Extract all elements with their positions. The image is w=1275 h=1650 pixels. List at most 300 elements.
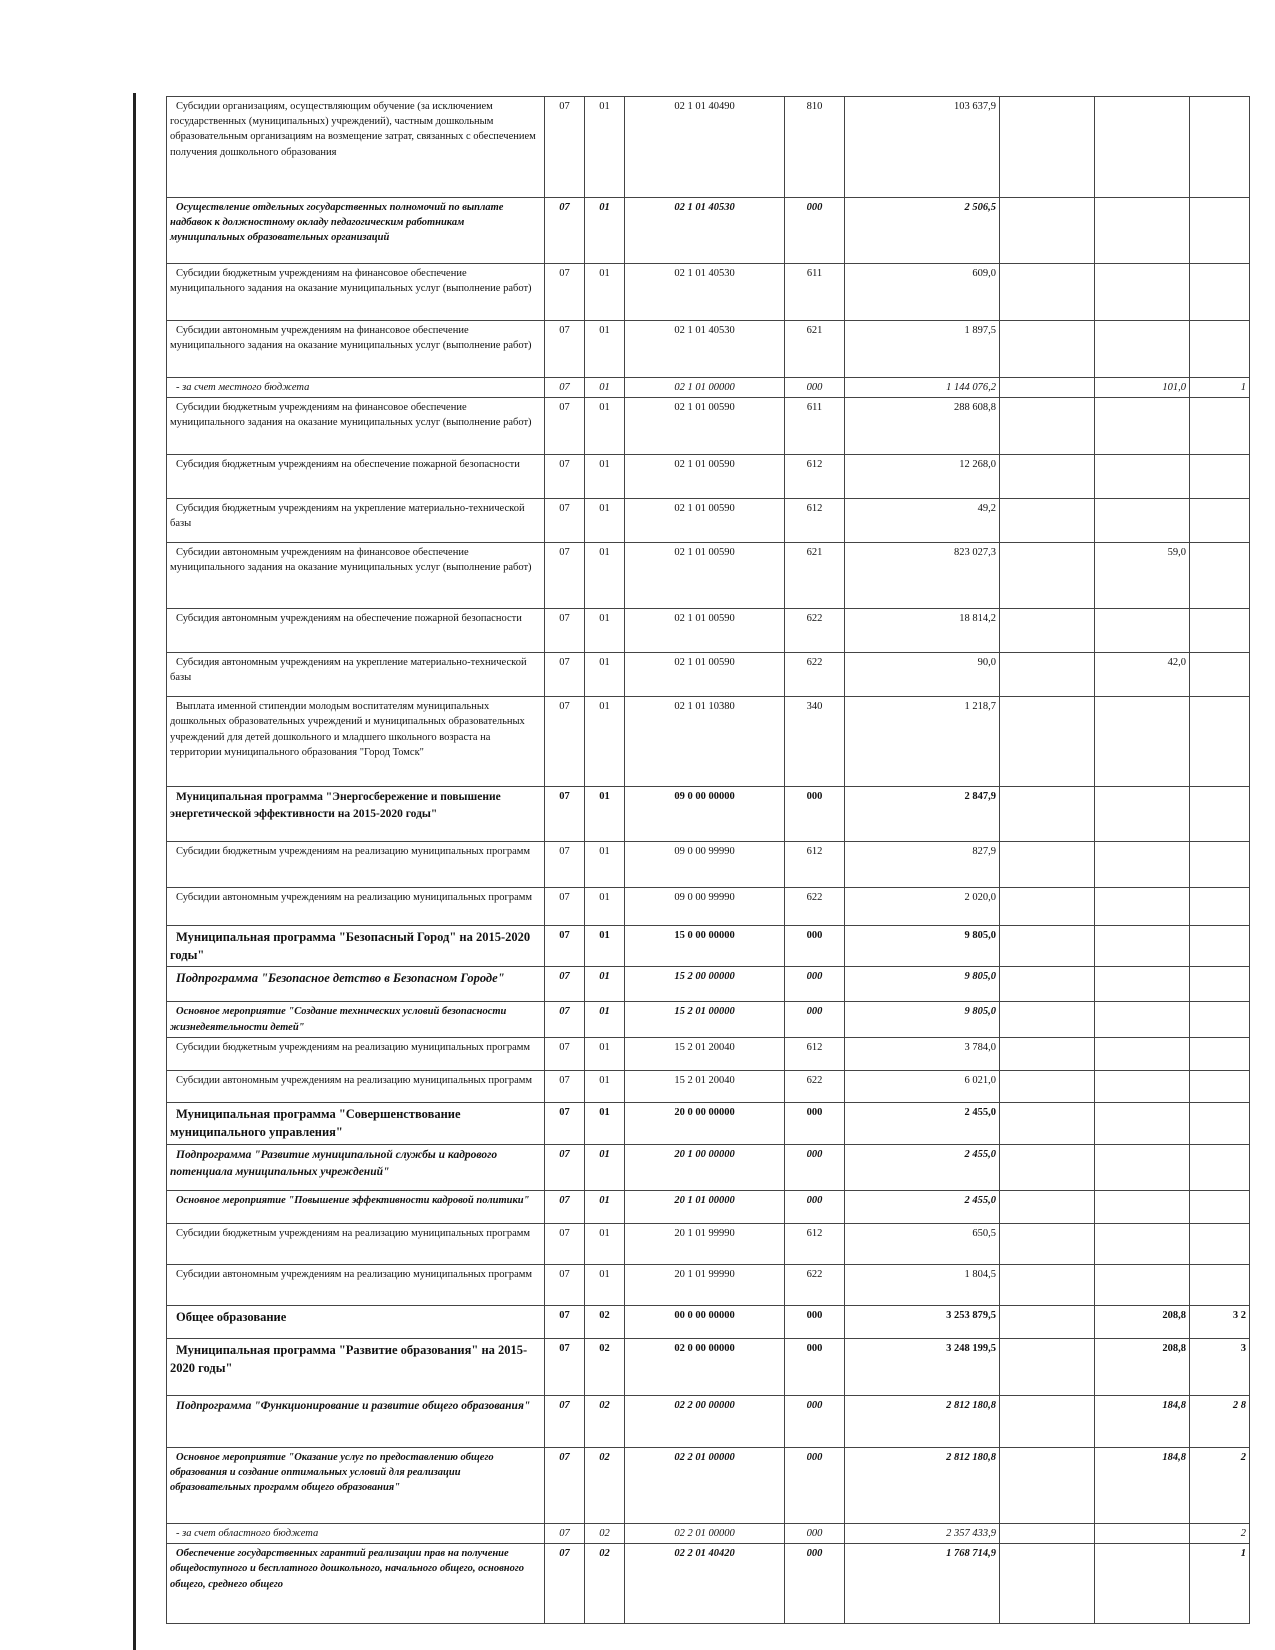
row-amount: 2 020,0	[845, 888, 1000, 926]
row-target-code: 15 2 01 00000	[625, 1002, 785, 1037]
row-col-7	[1095, 888, 1190, 926]
row-target-code: 02 1 01 00590	[625, 543, 785, 609]
row-col-6	[1000, 926, 1095, 967]
row-col-8	[1190, 499, 1250, 543]
row-subsection: 01	[585, 842, 625, 888]
row-target-code: 20 0 00 00000	[625, 1102, 785, 1144]
row-col-6	[1000, 1037, 1095, 1070]
table-row	[167, 264, 1250, 321]
row-col-7: 59,0	[1095, 543, 1190, 609]
row-expense-type: 000	[785, 198, 845, 264]
row-name: Основное мероприятие "Повышение эффективности кадровой политики"	[167, 1190, 545, 1223]
row-target-code: 02 1 01 00590	[625, 398, 785, 455]
row-name: Субсидии бюджетным учреждениям на финансовое обеспечение муниципального задания на оказание муниципальных услуг (выполнение работ)	[167, 264, 545, 321]
row-amount: 6 021,0	[845, 1070, 1000, 1102]
row-section: 07	[545, 264, 585, 321]
row-expense-type: 000	[785, 1190, 845, 1223]
row-name: Осуществление отдельных государственных полномочий по выплате надбавок к должностному окладу педагогическим работникам муниципальных образовательных организаций	[167, 198, 545, 264]
row-col-7	[1095, 967, 1190, 1002]
row-col-7	[1095, 1523, 1190, 1543]
row-expense-type: 000	[785, 787, 845, 842]
row-expense-type: 622	[785, 1070, 845, 1102]
row-name: Подпрограмма "Развитие муниципальной службы и кадрового потенциала муниципальных учреждений"	[167, 1144, 545, 1190]
table-row	[167, 888, 1250, 926]
row-name: Субсидии автономным учреждениям на реализацию муниципальных программ	[167, 1264, 545, 1305]
table-row	[167, 378, 1250, 398]
row-expense-type: 000	[785, 967, 845, 1002]
row-subsection: 01	[585, 499, 625, 543]
row-col-7: 42,0	[1095, 653, 1190, 697]
row-name: Субсидии автономным учреждениям на финансовое обеспечение муниципального задания на оказание муниципальных услуг (выполнение работ)	[167, 543, 545, 609]
row-col-6	[1000, 97, 1095, 198]
row-amount: 2 812 180,8	[845, 1395, 1000, 1447]
row-section: 07	[545, 198, 585, 264]
row-subsection: 01	[585, 321, 625, 378]
row-col-8	[1190, 926, 1250, 967]
row-expense-type: 000	[785, 1144, 845, 1190]
row-col-8	[1190, 1223, 1250, 1264]
row-col-8: 3	[1190, 1338, 1250, 1395]
table-row	[167, 1338, 1250, 1395]
row-expense-type: 340	[785, 697, 845, 787]
row-expense-type: 622	[785, 653, 845, 697]
row-col-7	[1095, 842, 1190, 888]
row-col-7	[1095, 1144, 1190, 1190]
row-col-8	[1190, 842, 1250, 888]
row-target-code: 02 1 01 40530	[625, 321, 785, 378]
row-col-6	[1000, 264, 1095, 321]
table-row	[167, 1395, 1250, 1447]
row-col-7	[1095, 97, 1190, 198]
row-amount: 1 897,5	[845, 321, 1000, 378]
row-col-6	[1000, 455, 1095, 499]
row-col-7	[1095, 1190, 1190, 1223]
row-name: Обеспечение государственных гарантий реализации прав на получение общедоступного и бесплатного дошкольного, начального общего, основного общего, среднего общего	[167, 1544, 545, 1624]
row-col-6	[1000, 888, 1095, 926]
row-col-8	[1190, 1102, 1250, 1144]
row-subsection: 01	[585, 1223, 625, 1264]
row-expense-type: 622	[785, 609, 845, 653]
row-col-7: 208,8	[1095, 1305, 1190, 1338]
row-col-8	[1190, 198, 1250, 264]
row-target-code: 00 0 00 00000	[625, 1305, 785, 1338]
left-margin-rule	[133, 93, 136, 1650]
table-row	[167, 842, 1250, 888]
row-col-7	[1095, 1070, 1190, 1102]
row-subsection: 01	[585, 967, 625, 1002]
row-expense-type: 000	[785, 926, 845, 967]
table-row	[167, 1223, 1250, 1264]
row-col-6	[1000, 1070, 1095, 1102]
row-name: Муниципальная программа "Совершенствование муниципального управления"	[167, 1102, 545, 1144]
row-target-code: 02 1 01 00000	[625, 378, 785, 398]
row-amount: 2 455,0	[845, 1144, 1000, 1190]
row-col-8	[1190, 1264, 1250, 1305]
row-subsection: 01	[585, 1070, 625, 1102]
row-subsection: 02	[585, 1305, 625, 1338]
table-row	[167, 1037, 1250, 1070]
row-amount: 3 253 879,5	[845, 1305, 1000, 1338]
row-name: Субсидия бюджетным учреждениям на укрепление материально-технической базы	[167, 499, 545, 543]
row-section: 07	[545, 1305, 585, 1338]
row-col-7	[1095, 398, 1190, 455]
row-col-6	[1000, 842, 1095, 888]
row-section: 07	[545, 1190, 585, 1223]
table-row	[167, 697, 1250, 787]
row-amount: 3 248 199,5	[845, 1338, 1000, 1395]
row-col-8	[1190, 787, 1250, 842]
row-target-code: 15 2 00 00000	[625, 967, 785, 1002]
row-name: Субсидии автономным учреждениям на финансовое обеспечение муниципального задания на оказание муниципальных услуг (выполнение работ)	[167, 321, 545, 378]
row-name: Субсидии бюджетным учреждениям на реализацию муниципальных программ	[167, 1037, 545, 1070]
row-section: 07	[545, 321, 585, 378]
row-expense-type: 000	[785, 1395, 845, 1447]
row-col-7: 101,0	[1095, 378, 1190, 398]
row-expense-type: 000	[785, 1544, 845, 1624]
row-col-7	[1095, 1102, 1190, 1144]
row-col-7: 208,8	[1095, 1338, 1190, 1395]
row-name: Муниципальная программа "Энергосбережение и повышение энергетической эффективности на 2015-2020 годы"	[167, 787, 545, 842]
row-col-6	[1000, 1144, 1095, 1190]
row-col-8	[1190, 264, 1250, 321]
row-section: 07	[545, 1523, 585, 1543]
row-expense-type: 622	[785, 1264, 845, 1305]
row-amount: 823 027,3	[845, 543, 1000, 609]
row-section: 07	[545, 97, 585, 198]
row-expense-type: 621	[785, 543, 845, 609]
row-target-code: 09 0 00 99990	[625, 842, 785, 888]
row-expense-type: 000	[785, 1002, 845, 1037]
row-col-6	[1000, 1305, 1095, 1338]
row-col-6	[1000, 1395, 1095, 1447]
row-target-code: 20 1 01 99990	[625, 1264, 785, 1305]
row-amount: 609,0	[845, 264, 1000, 321]
row-subsection: 01	[585, 1144, 625, 1190]
row-col-7	[1095, 926, 1190, 967]
row-col-6	[1000, 378, 1095, 398]
row-col-6	[1000, 609, 1095, 653]
row-amount: 2 847,9	[845, 787, 1000, 842]
row-target-code: 09 0 00 00000	[625, 787, 785, 842]
row-target-code: 02 1 01 40490	[625, 97, 785, 198]
row-section: 07	[545, 1037, 585, 1070]
row-target-code: 20 1 01 99990	[625, 1223, 785, 1264]
table-row	[167, 1523, 1250, 1543]
row-col-7	[1095, 264, 1190, 321]
row-col-8	[1190, 1144, 1250, 1190]
row-name: Субсидии бюджетным учреждениям на реализацию муниципальных программ	[167, 842, 545, 888]
table-row	[167, 787, 1250, 842]
row-col-8: 2	[1190, 1447, 1250, 1523]
row-col-6	[1000, 967, 1095, 1002]
row-subsection: 01	[585, 653, 625, 697]
row-target-code: 02 1 01 00590	[625, 455, 785, 499]
table-row	[167, 1447, 1250, 1523]
row-col-7	[1095, 1264, 1190, 1305]
table-row	[167, 1070, 1250, 1102]
row-section: 07	[545, 455, 585, 499]
row-amount: 3 784,0	[845, 1037, 1000, 1070]
row-col-8	[1190, 543, 1250, 609]
row-amount: 49,2	[845, 499, 1000, 543]
row-expense-type: 000	[785, 1102, 845, 1144]
row-col-7	[1095, 499, 1190, 543]
table-row	[167, 1305, 1250, 1338]
row-expense-type: 611	[785, 398, 845, 455]
row-expense-type: 622	[785, 888, 845, 926]
row-amount: 2 455,0	[845, 1190, 1000, 1223]
row-expense-type: 612	[785, 1223, 845, 1264]
row-expense-type: 000	[785, 1338, 845, 1395]
table-row	[167, 653, 1250, 697]
row-target-code: 20 1 01 00000	[625, 1190, 785, 1223]
row-name: Выплата именной стипендии молодым воспитателям муниципальных дошкольных образовательных учреждений и муниципальных образовательных учреждений для детей дошкольного и младшего школьного возраста на территории муниципального образования "Город Томск"	[167, 697, 545, 787]
row-col-8	[1190, 609, 1250, 653]
row-target-code: 02 2 01 00000	[625, 1447, 785, 1523]
row-col-7	[1095, 1037, 1190, 1070]
row-amount: 1 768 714,9	[845, 1544, 1000, 1624]
row-subsection: 01	[585, 926, 625, 967]
row-section: 07	[545, 398, 585, 455]
row-col-8: 1	[1190, 378, 1250, 398]
row-section: 07	[545, 967, 585, 1002]
row-expense-type: 000	[785, 1305, 845, 1338]
row-subsection: 02	[585, 1395, 625, 1447]
row-col-8	[1190, 455, 1250, 499]
row-col-8	[1190, 967, 1250, 1002]
row-name: Субсидии бюджетным учреждениям на финансовое обеспечение муниципального задания на оказание муниципальных услуг (выполнение работ)	[167, 398, 545, 455]
row-target-code: 15 0 00 00000	[625, 926, 785, 967]
row-col-6	[1000, 1264, 1095, 1305]
row-expense-type: 612	[785, 842, 845, 888]
row-expense-type: 621	[785, 321, 845, 378]
table-row	[167, 926, 1250, 967]
row-name: Субсидии автономным учреждениям на реализацию муниципальных программ	[167, 888, 545, 926]
budget-table	[166, 96, 1250, 1624]
row-expense-type: 612	[785, 499, 845, 543]
row-section: 07	[545, 697, 585, 787]
row-subsection: 01	[585, 264, 625, 321]
row-name: Основное мероприятие "Создание технических условий безопасности жизнедеятельности детей"	[167, 1002, 545, 1037]
row-section: 07	[545, 888, 585, 926]
row-name: Субсидии автономным учреждениям на реализацию муниципальных программ	[167, 1070, 545, 1102]
row-col-7	[1095, 609, 1190, 653]
table-row	[167, 1144, 1250, 1190]
row-col-7	[1095, 1002, 1190, 1037]
table-row	[167, 198, 1250, 264]
row-name: Подпрограмма "Функционирование и развитие общего образования"	[167, 1395, 545, 1447]
table-row	[167, 1102, 1250, 1144]
row-subsection: 01	[585, 398, 625, 455]
row-name: Основное мероприятие "Оказание услуг по предоставлению общего образования и создание оптимальных условий для реализации образовательных программ общего образования"	[167, 1447, 545, 1523]
row-col-7	[1095, 455, 1190, 499]
row-section: 07	[545, 653, 585, 697]
row-col-6	[1000, 1002, 1095, 1037]
table-row	[167, 543, 1250, 609]
row-col-8	[1190, 653, 1250, 697]
row-expense-type: 611	[785, 264, 845, 321]
row-col-7	[1095, 697, 1190, 787]
row-section: 07	[545, 787, 585, 842]
row-col-6	[1000, 1338, 1095, 1395]
row-section: 07	[545, 1002, 585, 1037]
row-col-6	[1000, 653, 1095, 697]
row-col-6	[1000, 543, 1095, 609]
row-amount: 9 805,0	[845, 1002, 1000, 1037]
row-amount: 12 268,0	[845, 455, 1000, 499]
row-name: Муниципальная программа "Безопасный Город" на 2015-2020 годы"	[167, 926, 545, 967]
row-subsection: 01	[585, 455, 625, 499]
row-subsection: 01	[585, 97, 625, 198]
row-col-6	[1000, 1190, 1095, 1223]
row-section: 07	[545, 1144, 585, 1190]
row-col-6	[1000, 787, 1095, 842]
table-row	[167, 1544, 1250, 1624]
row-amount: 288 608,8	[845, 398, 1000, 455]
row-col-8: 2	[1190, 1523, 1250, 1543]
row-subsection: 01	[585, 543, 625, 609]
row-section: 07	[545, 1264, 585, 1305]
row-target-code: 02 1 01 00590	[625, 653, 785, 697]
row-col-8	[1190, 1002, 1250, 1037]
row-expense-type: 000	[785, 1447, 845, 1523]
row-target-code: 02 1 01 40530	[625, 198, 785, 264]
row-col-8	[1190, 1070, 1250, 1102]
row-name: Общее образование	[167, 1305, 545, 1338]
row-section: 07	[545, 499, 585, 543]
row-col-8	[1190, 888, 1250, 926]
row-amount: 650,5	[845, 1223, 1000, 1264]
table-row	[167, 499, 1250, 543]
row-amount: 2 357 433,9	[845, 1523, 1000, 1543]
row-name: - за счет областного бюджета	[167, 1523, 545, 1543]
row-section: 07	[545, 609, 585, 653]
row-name: Субсидии бюджетным учреждениям на реализацию муниципальных программ	[167, 1223, 545, 1264]
row-target-code: 15 2 01 20040	[625, 1070, 785, 1102]
row-section: 07	[545, 842, 585, 888]
row-amount: 2 812 180,8	[845, 1447, 1000, 1523]
row-section: 07	[545, 1070, 585, 1102]
row-section: 07	[545, 378, 585, 398]
row-amount: 827,9	[845, 842, 1000, 888]
row-section: 07	[545, 1338, 585, 1395]
row-name: Субсидия автономным учреждениям на укрепление материально-технической базы	[167, 653, 545, 697]
row-col-8: 2 8	[1190, 1395, 1250, 1447]
row-col-8: 3 2	[1190, 1305, 1250, 1338]
row-amount: 9 805,0	[845, 926, 1000, 967]
row-amount: 103 637,9	[845, 97, 1000, 198]
row-target-code: 02 1 01 00590	[625, 499, 785, 543]
row-subsection: 01	[585, 198, 625, 264]
row-col-6	[1000, 1102, 1095, 1144]
row-col-6	[1000, 198, 1095, 264]
row-section: 07	[545, 1223, 585, 1264]
row-subsection: 02	[585, 1523, 625, 1543]
row-col-8	[1190, 1037, 1250, 1070]
row-col-7: 184,8	[1095, 1395, 1190, 1447]
row-section: 07	[545, 1544, 585, 1624]
row-col-8	[1190, 97, 1250, 198]
row-subsection: 01	[585, 697, 625, 787]
row-col-8	[1190, 1190, 1250, 1223]
table-row	[167, 97, 1250, 198]
row-col-6	[1000, 1447, 1095, 1523]
row-target-code: 02 1 01 00590	[625, 609, 785, 653]
table-row	[167, 967, 1250, 1002]
row-section: 07	[545, 926, 585, 967]
row-amount: 1 804,5	[845, 1264, 1000, 1305]
row-col-6	[1000, 321, 1095, 378]
row-amount: 2 506,5	[845, 198, 1000, 264]
row-expense-type: 612	[785, 1037, 845, 1070]
row-subsection: 02	[585, 1544, 625, 1624]
row-target-code: 20 1 00 00000	[625, 1144, 785, 1190]
row-amount: 1 218,7	[845, 697, 1000, 787]
table-row	[167, 1264, 1250, 1305]
table-row	[167, 1002, 1250, 1037]
row-col-6	[1000, 499, 1095, 543]
table-row	[167, 455, 1250, 499]
row-subsection: 01	[585, 787, 625, 842]
table-row	[167, 1190, 1250, 1223]
row-target-code: 09 0 00 99990	[625, 888, 785, 926]
row-subsection: 01	[585, 1264, 625, 1305]
row-target-code: 02 1 01 40530	[625, 264, 785, 321]
row-section: 07	[545, 1447, 585, 1523]
row-section: 07	[545, 1395, 585, 1447]
row-name: Муниципальная программа "Развитие образования" на 2015-2020 годы"	[167, 1338, 545, 1395]
row-target-code: 15 2 01 20040	[625, 1037, 785, 1070]
table-row	[167, 321, 1250, 378]
row-name: Субсидия бюджетным учреждениям на обеспечение пожарной безопасности	[167, 455, 545, 499]
row-target-code: 02 1 01 10380	[625, 697, 785, 787]
row-expense-type: 000	[785, 378, 845, 398]
row-col-6	[1000, 1544, 1095, 1624]
row-col-6	[1000, 398, 1095, 455]
table-row	[167, 609, 1250, 653]
row-col-8: 1	[1190, 1544, 1250, 1624]
row-col-6	[1000, 1223, 1095, 1264]
row-amount: 1 144 076,2	[845, 378, 1000, 398]
row-col-7	[1095, 787, 1190, 842]
row-expense-type: 810	[785, 97, 845, 198]
row-amount: 18 814,2	[845, 609, 1000, 653]
row-subsection: 01	[585, 1037, 625, 1070]
row-col-8	[1190, 321, 1250, 378]
row-subsection: 02	[585, 1338, 625, 1395]
row-subsection: 01	[585, 609, 625, 653]
row-subsection: 01	[585, 1002, 625, 1037]
row-col-8	[1190, 697, 1250, 787]
table-row	[167, 398, 1250, 455]
row-section: 07	[545, 543, 585, 609]
row-name: - за счет местного бюджета	[167, 378, 545, 398]
row-name: Подпрограмма "Безопасное детство в Безопасном Городе"	[167, 967, 545, 1002]
row-target-code: 02 2 01 00000	[625, 1523, 785, 1543]
row-subsection: 01	[585, 1102, 625, 1144]
row-col-7	[1095, 1544, 1190, 1624]
row-subsection: 02	[585, 1447, 625, 1523]
row-target-code: 02 2 00 00000	[625, 1395, 785, 1447]
row-expense-type: 612	[785, 455, 845, 499]
row-col-8	[1190, 398, 1250, 455]
row-subsection: 01	[585, 378, 625, 398]
row-col-7: 184,8	[1095, 1447, 1190, 1523]
row-section: 07	[545, 1102, 585, 1144]
row-amount: 9 805,0	[845, 967, 1000, 1002]
row-name: Субсидия автономным учреждениям на обеспечение пожарной безопасности	[167, 609, 545, 653]
row-col-7	[1095, 198, 1190, 264]
